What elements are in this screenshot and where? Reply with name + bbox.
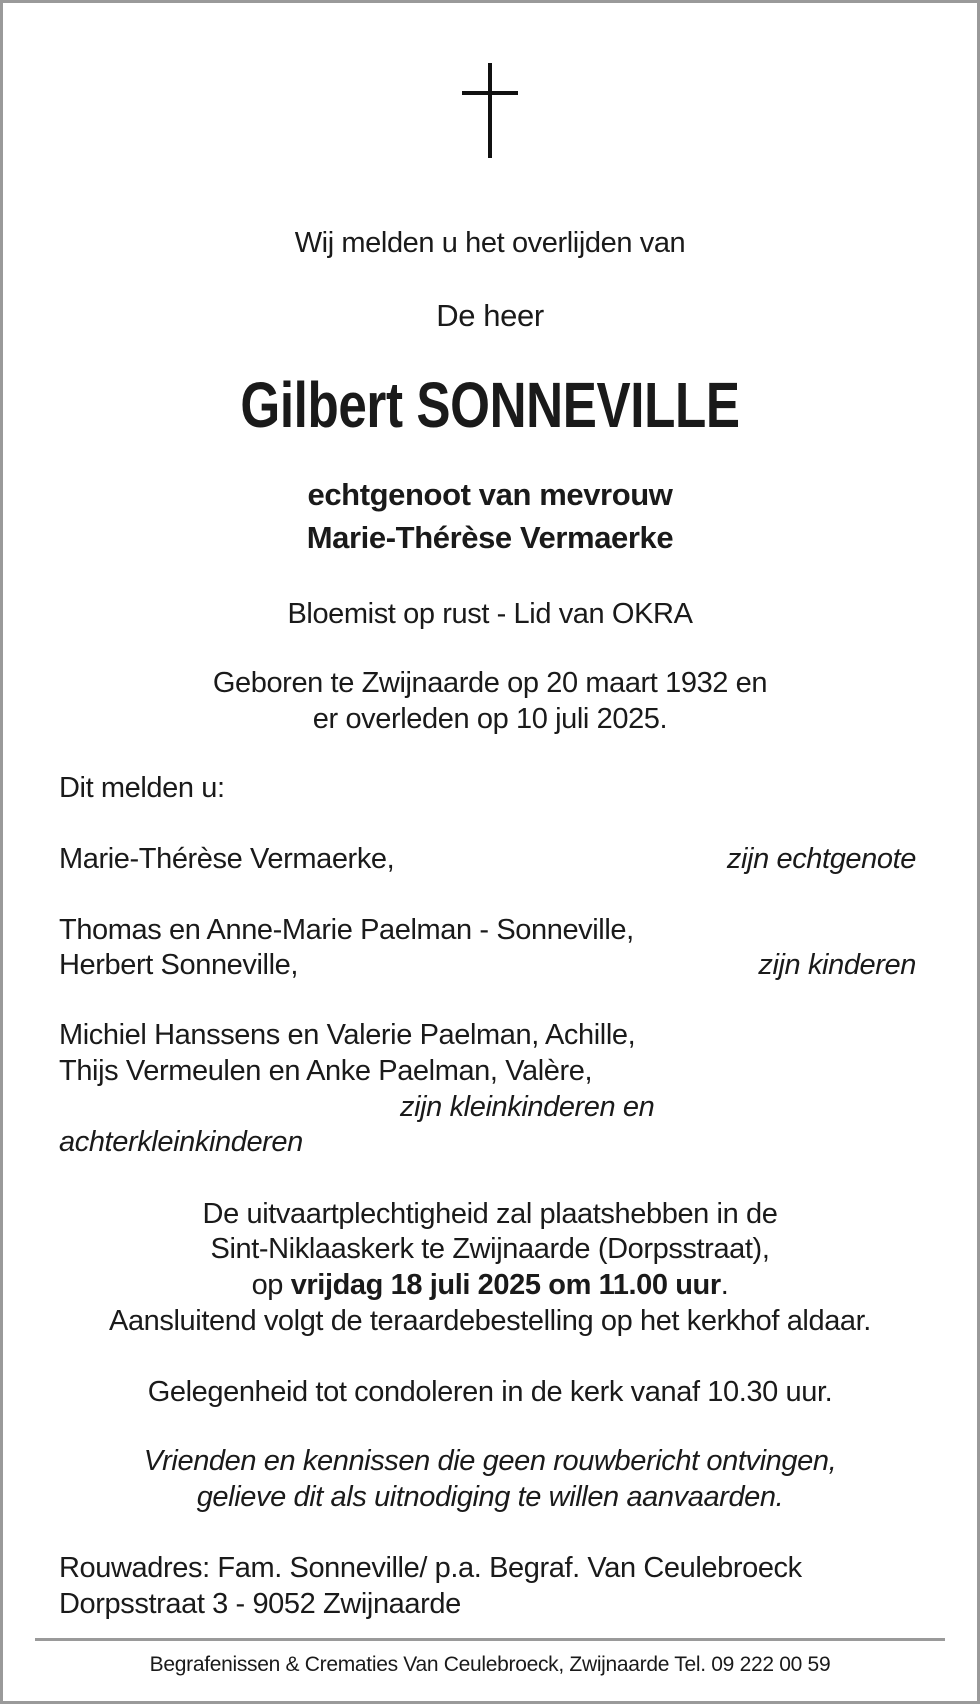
family-heading: Dit melden u: [59, 772, 225, 804]
ceremony-line-3 [0, 1267, 980, 1303]
spouse-role: zijn echtgenote [726, 843, 916, 875]
deceased-name-text: Gilbert SONNEVILLE [240, 369, 740, 441]
grandchildren-line-2: Thijs Vermeulen en Anke Paelman, Valère, [59, 1055, 593, 1087]
deceased-name [0, 370, 980, 440]
intro-text: Wij melden u het overlijden van [294, 227, 686, 259]
honorific: De heer [436, 298, 544, 333]
cross-vertical [488, 63, 492, 158]
children-line-1: Thomas en Anne-Marie Paelman - Sonneville, [59, 914, 634, 946]
spouse-name: Marie-Thérèse Vermaerke, [59, 843, 395, 875]
children-role: zijn kinderen [758, 949, 916, 981]
ceremony-prefix: op [251, 1269, 291, 1301]
ceremony-line-2: Sint-Niklaaskerk te Zwijnaarde (Dorpsstraat), [210, 1233, 770, 1265]
ceremony-line-1: De uitvaartplechtigheid zal plaatshebben in de [202, 1198, 778, 1230]
condolences: Gelegenheid tot condoleren in de kerk vanaf 10.30 uur. [147, 1376, 833, 1408]
grandchildren-line-1: Michiel Hanssens en Valerie Paelman, Achille, [59, 1019, 636, 1051]
cross-horizontal [462, 91, 518, 95]
birth-line-2: er overleden op 10 juli 2025. [312, 703, 668, 735]
ceremony-line-4: Aansluitend volgt de teraardebestelling op het kerkhof aldaar. [109, 1305, 871, 1337]
invitation-line-2: gelieve dit als uitnodiging te willen aanvaarden. [196, 1481, 784, 1513]
ceremony-datetime: vrijdag 18 juli 2025 om 11.00 uur [290, 1269, 721, 1301]
footer-divider [35, 1638, 945, 1641]
ceremony-suffix: . [720, 1269, 729, 1301]
profession: Bloemist op rust - Lid van OKRA [287, 598, 693, 630]
spouse-line-2: Marie-Thérèse Vermaerke [306, 520, 674, 555]
grandchildren-role-1: zijn kleinkinderen en [400, 1091, 655, 1123]
invitation-line-1: Vrienden en kennissen die geen rouwbericht ontvingen, [143, 1445, 837, 1477]
address-line-1: Rouwadres: Fam. Sonneville/ p.a. Begraf. Van Ceulebroeck [59, 1552, 802, 1584]
funeral-home-footer: Begrafenissen & Crematies Van Ceulebroeck, Zwijnaarde Tel. 09 222 00 59 [149, 1653, 831, 1676]
grandchildren-role-2: achterkleinkinderen [59, 1126, 303, 1158]
address-line-2: Dorpsstraat 3 - 9052 Zwijnaarde [59, 1588, 461, 1620]
birth-line-1: Geboren te Zwijnaarde op 20 maart 1932 en [212, 667, 768, 699]
spouse-line-1: echtgenoot van mevrouw [307, 477, 673, 512]
children-line-2: Herbert Sonneville, [59, 949, 299, 981]
